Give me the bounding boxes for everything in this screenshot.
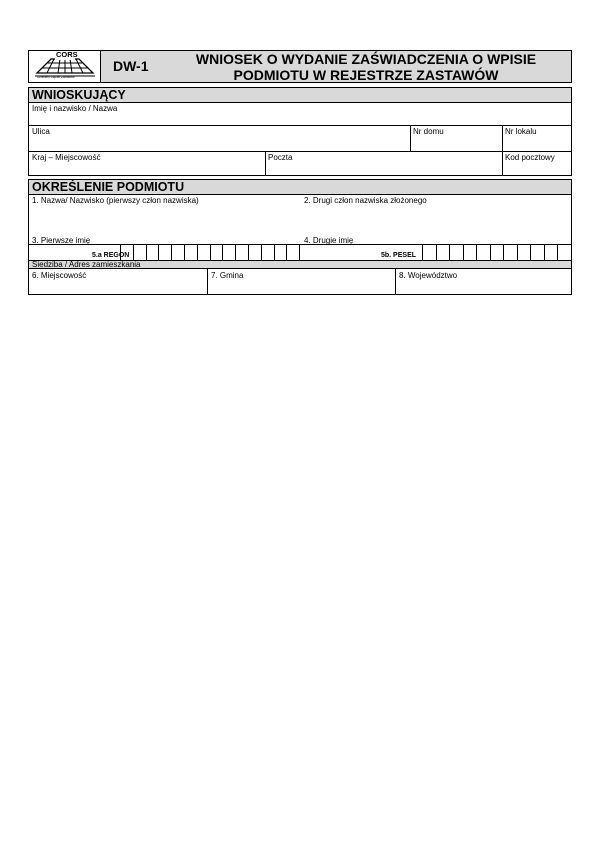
commune-label: 7. Gmina <box>211 271 244 280</box>
first-name-field[interactable] <box>29 222 300 244</box>
surname-field[interactable] <box>29 195 300 221</box>
regon-input[interactable] <box>120 244 300 260</box>
cors-logo <box>28 50 101 83</box>
title-line-1: WNIOSEK O WYDANIE ZAŚWIADCZENIA O WPISIE <box>195 51 537 67</box>
applicant-section-title: WNIOSKUJĄCY <box>29 88 571 103</box>
commune-field[interactable] <box>208 270 395 294</box>
postal-code-field[interactable] <box>503 152 571 175</box>
logo-subtext: Centralny Rejestr Zastawów <box>37 75 75 79</box>
form-code: DW-1 <box>113 58 149 74</box>
house-no-field[interactable] <box>411 126 502 151</box>
street-field[interactable] <box>29 126 410 151</box>
post-office-field[interactable] <box>266 152 502 175</box>
pesel-label: 5b. PESEL <box>381 252 417 259</box>
surname-label: 1. Nazwa/ Nazwisko (pierwszy człon nazwiska) <box>32 196 199 205</box>
street-label: Ulica <box>32 127 50 136</box>
page-title <box>160 50 572 83</box>
second-name-label: 4. Drugie imię <box>304 236 354 245</box>
post-office-label: Poczta <box>268 153 293 162</box>
address-header-bar <box>29 260 571 269</box>
voivodeship-label: 8. Województwo <box>399 271 458 280</box>
city-field[interactable] <box>29 270 207 294</box>
postal-code-label: Kod pocztowy <box>505 153 555 162</box>
applicant-name-field[interactable] <box>29 103 571 125</box>
second-surname-field[interactable] <box>301 195 571 221</box>
country-city-field[interactable] <box>29 152 265 175</box>
second-name-field[interactable] <box>301 222 571 244</box>
second-surname-label: 2. Drugi człon nazwiska złożonego <box>304 196 427 205</box>
pesel-input[interactable] <box>422 244 571 260</box>
apt-no-field[interactable] <box>503 126 571 151</box>
apt-no-label: Nr lokalu <box>505 127 537 136</box>
entity-section <box>28 179 572 295</box>
first-name-label: 3. Pierwsze imię <box>32 236 91 245</box>
country-city-label: Kraj – Miejscowość <box>32 153 101 162</box>
title-line-2: PODMIOTU W REJESTRZE ZASTAWÓW <box>233 67 499 83</box>
city-label: 6. Miejscowość <box>32 271 87 280</box>
house-no-label: Nr domu <box>413 127 444 136</box>
voivodeship-field[interactable] <box>396 270 571 294</box>
applicant-name-label: Imię i nazwisko / Nazwa <box>32 104 118 113</box>
address-header: Siedziba / Adres zamieszkania <box>32 260 141 269</box>
applicant-section <box>28 87 572 176</box>
regon-label: 5.a REGON <box>92 252 130 259</box>
logo-text: CORS <box>56 50 78 59</box>
entity-section-title: OKREŚLENIE PODMIOTU <box>29 180 571 195</box>
